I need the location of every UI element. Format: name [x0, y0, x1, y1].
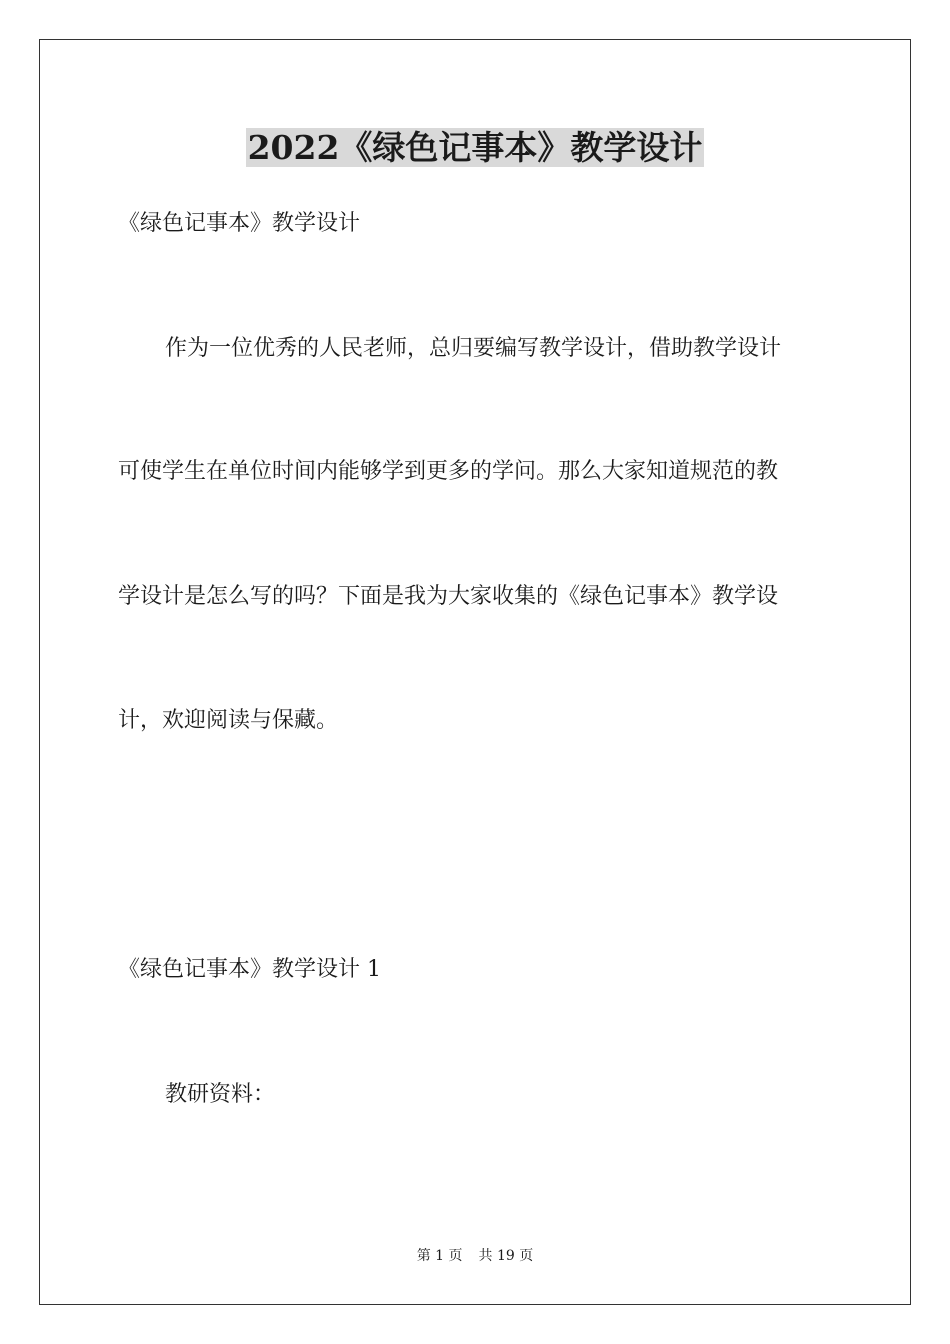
- intro-paragraph-line-3: 学设计是怎么写的吗？下面是我为大家收集的《绿色记事本》教学设: [118, 584, 779, 609]
- section-heading: 《绿色记事本》教学设计 1: [118, 957, 381, 982]
- document-title: [0, 128, 950, 168]
- section-label: 教研资料：: [165, 1082, 276, 1107]
- intro-paragraph-line-1: 作为一位优秀的人民老师，总归要编写教学设计，借助教学设计: [165, 336, 782, 361]
- page-number-current: 第 1 页: [416, 1248, 463, 1264]
- document-subtitle: 《绿色记事本》教学设计: [118, 211, 361, 236]
- page-footer: [0, 1247, 950, 1265]
- document-title-text: 2022《绿色记事本》教学设计: [247, 128, 703, 167]
- intro-paragraph-line-4: 计，欢迎阅读与保藏。: [118, 708, 339, 733]
- page-number-total: 共 19 页: [478, 1248, 534, 1264]
- intro-paragraph-line-2: 可使学生在单位时间内能够学到更多的学问。那么大家知道规范的教: [118, 459, 779, 484]
